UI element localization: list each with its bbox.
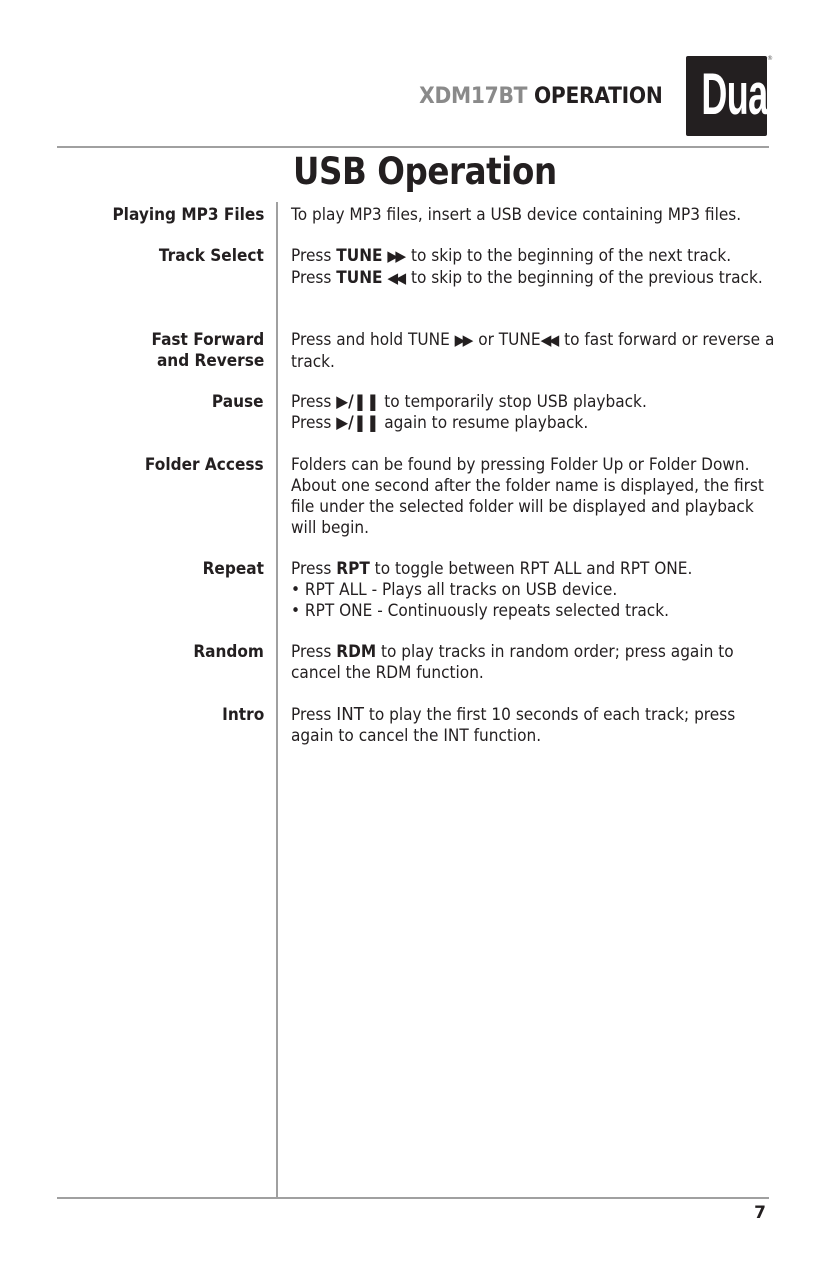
footer-divider <box>57 1197 769 1199</box>
label-fast-forward-reverse: Fast Forward and Reverse <box>151 330 264 370</box>
rpt-key: RPT <box>336 559 370 578</box>
body-folder-access: Folders can be found by pressing Folder Up or Folder Down. About one second after the folder name is displayed, the first file under the selected folder will be displayed and playback will begin. <box>291 455 764 537</box>
track-next-line: Press TUNE ▶▶ to skip to the beginning of the next track. <box>291 246 732 265</box>
int-key: INT <box>336 704 364 725</box>
logo-text: Dual <box>701 62 777 127</box>
play-pause-icon: ▶/❚❚ <box>336 392 380 411</box>
repeat-bullet: • RPT ALL - Plays all tracks on USB device. <box>291 580 618 599</box>
column-divider <box>276 202 278 1198</box>
track-prev-line: Press TUNE ◀◀ to skip to the beginning of the previous track. <box>291 268 763 287</box>
registered-mark: ® <box>767 55 773 62</box>
label-repeat: Repeat <box>202 559 264 578</box>
rdm-key: RDM <box>336 642 377 661</box>
fast-forward-icon: ▶▶ <box>387 247 404 265</box>
body-repeat: Press RPT to toggle between RPT ALL and RPT ONE. • RPT ALL - Plays all tracks on USB device. • RPT ONE - Continuously repeats selected track. <box>291 558 775 621</box>
page-number: 7 <box>754 1203 766 1223</box>
body-fast-forward-reverse: Press and hold TUNE ▶▶ or TUNE◀◀ to fast forward or reverse a track. <box>291 330 775 371</box>
playing-text: To play MP3 files, insert a USB device containing MP3 files. <box>291 205 742 224</box>
repeat-bullet: • RPT ONE - Continuously repeats selected track. <box>291 601 670 620</box>
header-divider <box>57 146 769 148</box>
body-pause: Press ▶/❚❚ to temporarily stop USB playback. Press ▶/❚❚ again to resume playback. <box>291 392 647 432</box>
label-random: Random <box>193 642 264 661</box>
header-title <box>420 84 663 109</box>
rewind-icon: ◀◀ <box>540 331 557 349</box>
page-title: USB Operation <box>293 150 557 193</box>
tune-key: TUNE <box>336 246 383 265</box>
rewind-icon: ◀◀ <box>387 269 404 287</box>
body-random: Press RDM to play tracks in random order; press again to cancel the RDM function. <box>291 642 734 682</box>
body-playing-mp3 <box>291 204 775 225</box>
label-track-select: Track Select <box>159 246 264 265</box>
label-playing-mp3: Playing MP3 Files <box>112 205 264 224</box>
header-model: XDM17BT <box>419 84 528 109</box>
label-pause: Pause <box>212 392 264 411</box>
body-intro: Press INT to play the first 10 seconds of each track; press again to cancel the INT function. <box>291 704 736 745</box>
label-intro: Intro <box>221 705 264 724</box>
fast-forward-icon: ▶▶ <box>454 331 471 349</box>
play-pause-icon: ▶/❚❚ <box>336 413 380 432</box>
header-section: OPERATION <box>534 84 663 109</box>
tune-key: TUNE <box>336 268 383 287</box>
label-folder-access: Folder Access <box>145 455 264 474</box>
body-track-select <box>291 245 775 289</box>
dual-logo <box>686 56 777 136</box>
